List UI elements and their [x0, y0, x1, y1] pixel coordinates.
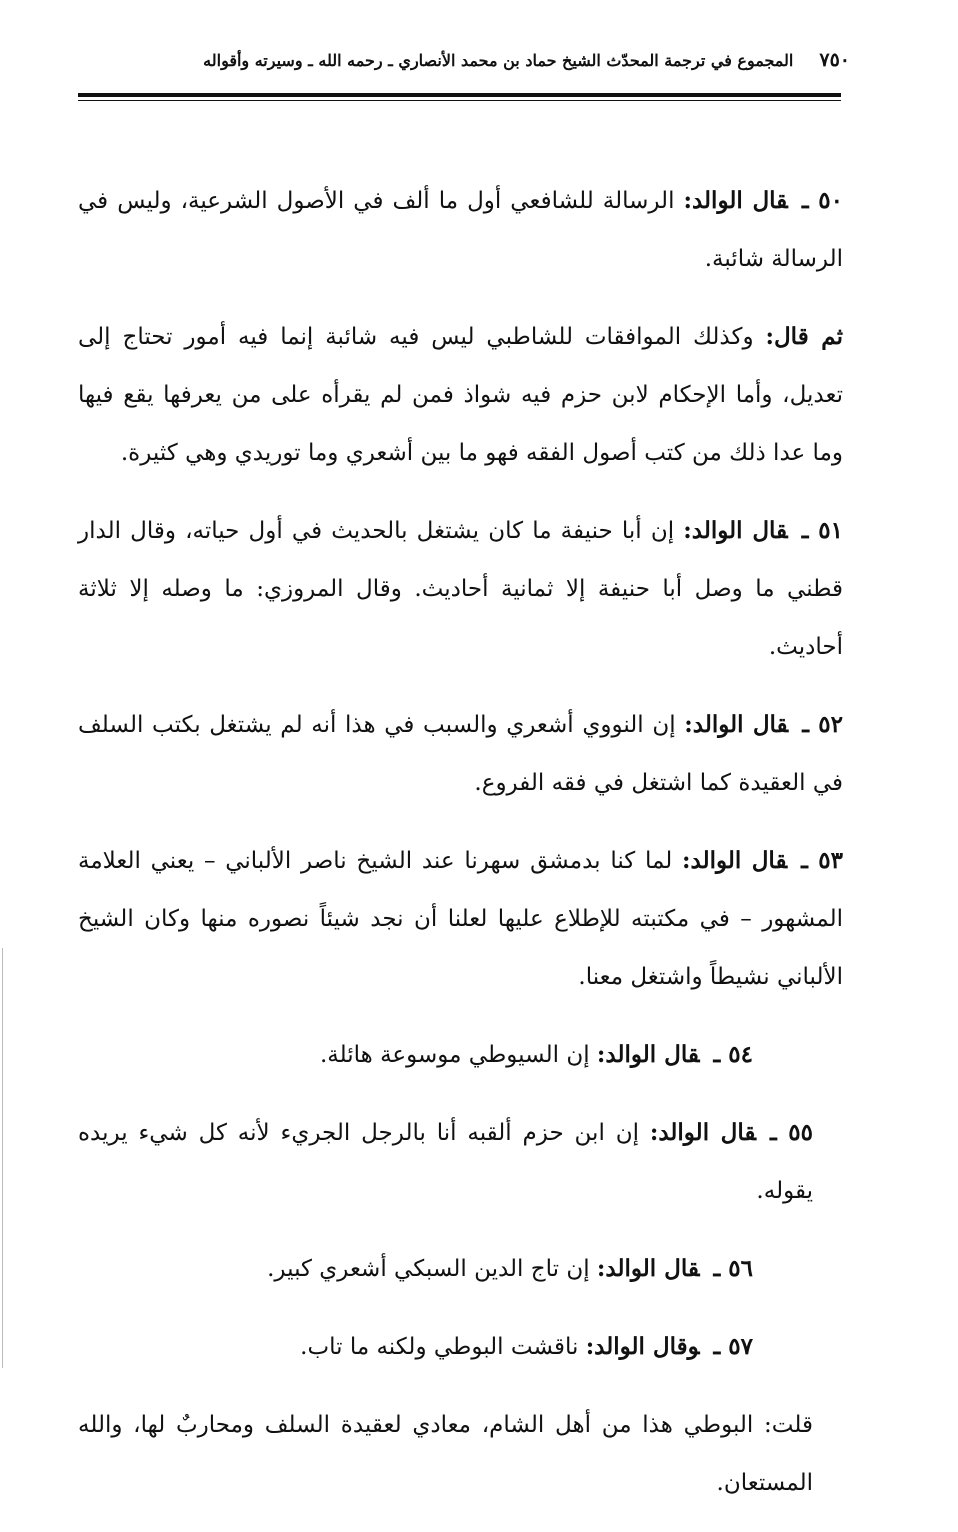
item-number: ٥٢ ـ [802, 711, 843, 738]
speaker-label: وقال الوالد: [585, 1333, 700, 1360]
paragraph-52 [78, 696, 843, 812]
paragraph-text: الرسالة للشافعي أول ما ألف في الأصول الشرعية، وليس في الرسالة شائبة. [78, 188, 843, 272]
speaker-label: ثم قال: [765, 323, 843, 350]
speaker-label: قال الوالد: [596, 1041, 700, 1068]
item-number: ٥٤ ـ [713, 1041, 753, 1068]
paragraph-55 [78, 1104, 843, 1220]
item-number: ٥٦ ـ [713, 1255, 753, 1282]
paragraph-text: وكذلك الموافقات للشاطبي ليس فيه شائبة إنما فيه أمور تحتاج إلى تعديل، وأما الإحكام لابن حزم فيه شواذ فمن لم يقرأه على من يعرفها يقع فيها وما عدا ذلك من كتب أصول الفقه فهو ما بين أشعري وما توريدي وهي كثيرة. [78, 324, 843, 466]
header-title: المجموع في ترجمة المحدّث الشيخ حماد بن محمد الأنصاري ـ رحمه الله ـ وسيرته وأقواله [203, 50, 794, 70]
header-rule-thick [78, 93, 841, 97]
paragraph-text: لما كنا بدمشق سهرنا عند الشيخ ناصر الألباني – يعني العلامة المشهور – في مكتبته للإطلاع عليها لعلنا أن نجد شيئاً نصوره منها وكان الشيخ الألباني نشيطاً واشتغل معنا. [78, 848, 843, 990]
scan-margin-line [2, 948, 3, 1368]
paragraph-51 [78, 502, 843, 676]
paragraph-then-said [78, 308, 843, 482]
paragraph-56 [78, 1240, 843, 1298]
page-number: ٧٥٠ [819, 49, 850, 71]
paragraph-50 [78, 172, 843, 288]
item-number: ٥٥ ـ [770, 1119, 814, 1146]
item-number: ٥٧ ـ [713, 1333, 753, 1360]
paragraph-text: قلت: البوطي هذا من أهل الشام، معادي لعقيدة السلف ومحاربٌ لها، والله المستعان. [78, 1412, 813, 1496]
paragraph-text: ناقشت البوطي ولكنه ما تاب. [300, 1334, 586, 1360]
paragraph-text: إن ابن حزم ألقبه أنا بالرجل الجريء لأنه كل شيء يريده يقوله. [78, 1120, 813, 1204]
item-number: ٥٣ ـ [801, 847, 843, 874]
paragraph-text: إن السيوطي موسوعة هائلة. [319, 1042, 597, 1068]
header-rule-thin [78, 100, 841, 101]
paragraph-text: إن تاج الدين السبكي أشعري كبير. [267, 1256, 597, 1282]
speaker-label: قال الوالد: [683, 187, 788, 214]
paragraph-53 [78, 832, 843, 1006]
speaker-label: قال الوالد: [682, 847, 788, 874]
item-number: ٥٠ ـ [801, 187, 843, 214]
speaker-label: قال الوالد: [683, 517, 788, 544]
page-body [78, 172, 843, 1532]
speaker-label: قال الوالد: [684, 711, 789, 738]
paragraph-text: إن أبا حنيفة ما كان يشتغل بالحديث في أول حياته، وقال الدار قطني ما وصل أبا حنيفة إلا ثمانية أحاديث. وقال المروزي: ما وصله إلا ثلاثة أحاديث. [78, 518, 843, 660]
speaker-label: قال الوالد: [649, 1119, 756, 1146]
running-header [170, 40, 850, 80]
paragraph-57 [78, 1318, 843, 1376]
paragraph-54 [78, 1026, 843, 1084]
item-number: ٥١ ـ [801, 517, 843, 544]
paragraph-text: إن النووي أشعري والسبب في هذا أنه لم يشتغل بكتب السلف في العقيدة كما اشتغل في فقه الفروع. [78, 712, 843, 796]
speaker-label: قال الوالد: [596, 1255, 700, 1282]
paragraph-closing-note [78, 1396, 843, 1512]
